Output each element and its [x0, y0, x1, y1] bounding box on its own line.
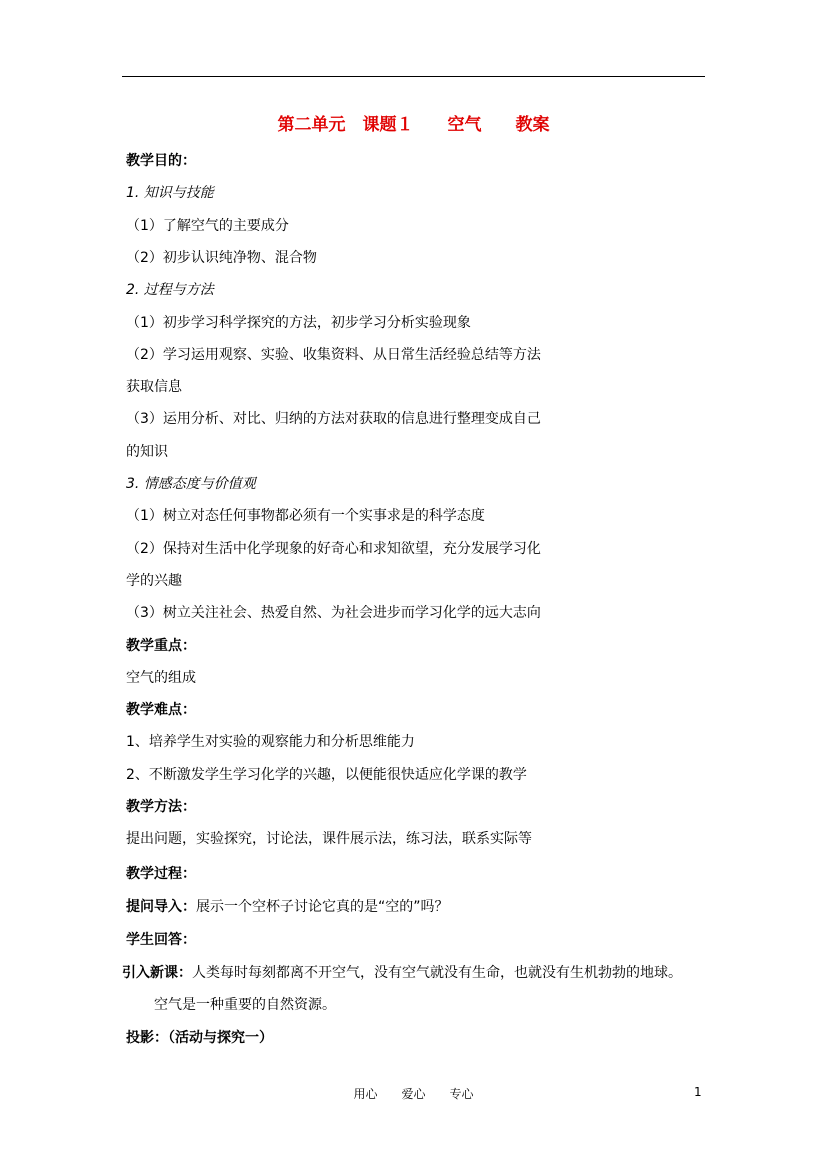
text-line: （1）树立对态任何事物都必须有一个实事求是的科学态度 — [126, 508, 485, 524]
text-line: （2）保持对生活中化学现象的好奇心和求知欲望，充分发展学习化 — [126, 541, 541, 557]
text-line: 教学重点： — [126, 638, 196, 654]
footer-motto: 用心 爱心 专心 — [353, 1087, 474, 1101]
intro-continuation: 空气是一种重要的自然资源。 — [154, 997, 336, 1013]
text-line: 教学方法： — [126, 799, 196, 815]
text-line: （3）运用分析、对比、归纳的方法对获取的信息进行整理变成自己 — [126, 411, 541, 427]
page-number: 1 — [694, 1085, 702, 1099]
text-line: 2、不断激发学生学习化学的兴趣，以便能很快适应化学课的教学 — [126, 767, 527, 783]
text-line: 2. 过程与方法 — [126, 282, 214, 298]
text-line: （2）初步认识纯净物、混合物 — [126, 250, 317, 266]
question-text: 展示一个空杯子讨论它真的是“空的”吗？ — [196, 899, 449, 915]
intro-label: 引入新课： — [122, 965, 192, 981]
text-line: 的知识 — [126, 444, 168, 460]
text-line: 3. 情感态度与价值观 — [126, 476, 256, 492]
text-line: 提出问题，实验探究，讨论法，课件展示法，练习法，联系实际等 — [126, 831, 532, 847]
question-label: 提问导入： — [126, 899, 196, 915]
text-line: （1）初步学习科学探究的方法，初步学习分析实验现象 — [126, 315, 471, 331]
text-line: 空气的组成 — [126, 670, 196, 686]
text-line: 教学难点： — [126, 702, 196, 718]
answer-label: 学生回答： — [126, 932, 196, 948]
text-line: （3）树立关注社会、热爱自然、为社会进步而学习化学的远大志向 — [126, 605, 541, 621]
text-line: 获取信息 — [126, 379, 182, 395]
text-line: （1）了解空气的主要成分 — [126, 218, 289, 234]
text-line: 学的兴趣 — [126, 573, 182, 589]
text-line: 1、培养学生对实验的观察能力和分析思维能力 — [126, 734, 415, 750]
text-line: 教学目的： — [126, 153, 196, 169]
text-line: （2）学习运用观察、实验、收集资料、从日常生活经验总结等方法 — [126, 347, 541, 363]
header-rule — [122, 76, 705, 77]
intro-line — [122, 964, 682, 982]
projection-line: 投影：（活动与探究一） — [126, 1030, 273, 1046]
question-line — [126, 898, 449, 916]
process-heading: 教学过程： — [126, 866, 196, 882]
text-line: 1. 知识与技能 — [126, 185, 214, 201]
intro-text: 人类每时每刻都离不开空气，没有空气就没有生命，也就没有生机勃勃的地球。 — [192, 965, 682, 981]
document-title: 第二单元 课题１ 空气 教案 — [277, 115, 550, 135]
